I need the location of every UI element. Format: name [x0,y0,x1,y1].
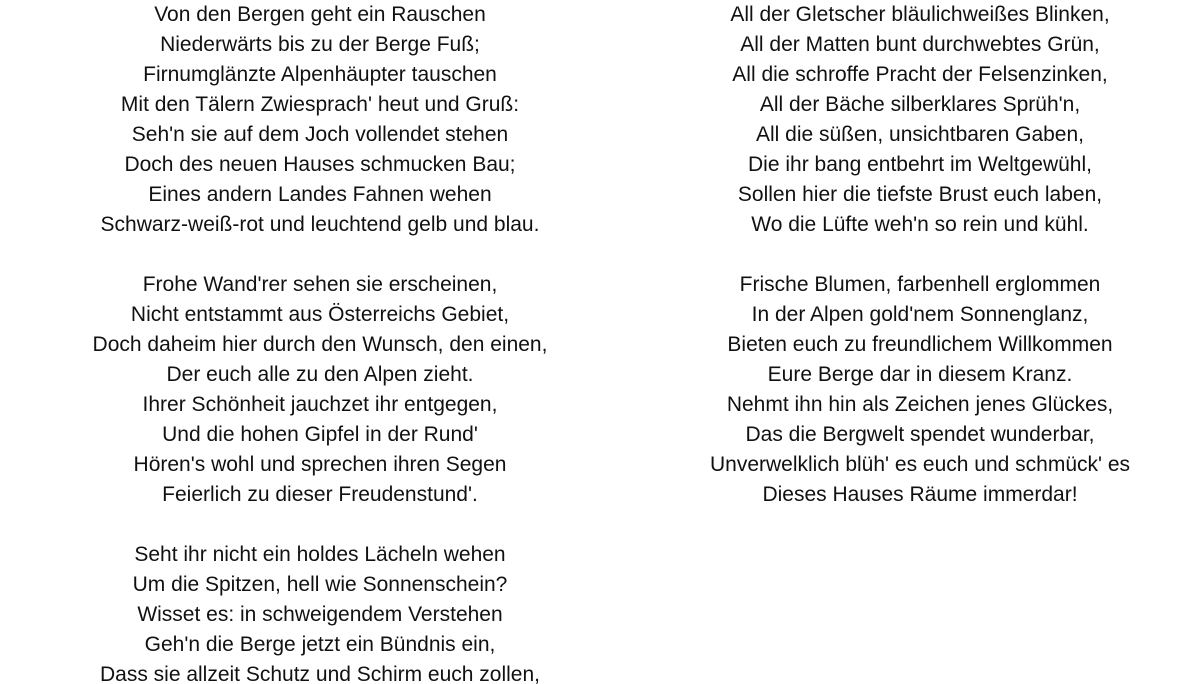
verse-line: In der Alpen gold'nem Sonnenglanz, [751,303,1089,326]
poem-column-right [640,0,1200,510]
verse-line: Seh'n sie auf dem Joch vollendet stehen [131,123,509,146]
verse-line: Feierlich zu dieser Freudenstund'. [162,483,478,506]
verse-line: Mit den Tälern Zwiesprach' heut und Gruß: [120,93,520,116]
verse-line: Schwarz-weiß-rot und leuchtend gelb und blau. [100,213,540,236]
verse-line: Der euch alle zu den Alpen zieht. [166,363,474,386]
verse-line: Geh'n die Berge jetzt ein Bündnis ein, [144,633,496,656]
verse-line: Wo die Lüfte weh'n so rein und kühl. [751,213,1089,236]
verse-line: Hören's wohl und sprechen ihren Segen [133,453,507,476]
verse-line: Die ihr bang entbehrt im Weltgewühl, [748,153,1092,176]
verse-line: Und die hohen Gipfel in der Rund' [162,423,478,446]
verse-line: All die schroffe Pracht der Felsenzinken, [732,63,1108,86]
verse-line: Nicht entstammt aus Österreichs Gebiet, [130,303,510,326]
verse-line: All der Matten bunt durchwebtes Grün, [740,33,1100,56]
verse-line: Unverwelklich blüh' es euch und schmück' es [709,453,1131,476]
verse-line: Frohe Wand'rer sehen sie erscheinen, [142,273,498,296]
verse-line: All der Bäche silberklares Sprüh'n, [759,93,1081,116]
verse-line: Firnumglänzte Alpenhäupter tauschen [143,63,497,86]
stanza [640,270,1200,510]
verse-line: All der Gletscher bläulichweißes Blinken, [730,3,1110,26]
stanza [40,0,600,240]
verse-line: Nehmt ihn hin als Zeichen jenes Glückes, [726,393,1114,416]
verse-line: Wisset es: in schweigendem Verstehen [137,603,503,626]
stanza [40,540,600,684]
poem-column-left [40,0,600,684]
verse-line: Sollen hier die tiefste Brust euch laben, [737,183,1103,206]
verse-line: Niederwärts bis zu der Berge Fuß; [160,33,480,56]
verse-line: Doch daheim hier durch den Wunsch, den einen, [92,333,548,356]
verse-line: Dieses Hauses Räume immerdar! [762,483,1078,506]
verse-line: Dass sie allzeit Schutz und Schirm euch zollen, [99,663,541,684]
verse-line: All die süßen, unsichtbaren Gaben, [755,123,1085,146]
stanza [40,270,600,510]
verse-line: Eure Berge dar in diesem Kranz. [767,363,1073,386]
verse-line: Das die Bergwelt spendet wunderbar, [745,423,1095,446]
verse-line: Doch des neuen Hauses schmucken Bau; [124,153,516,176]
verse-line: Eines andern Landes Fahnen wehen [148,183,492,206]
verse-line: Um die Spitzen, hell wie Sonnenschein? [132,573,508,596]
stanza [640,0,1200,240]
verse-line: Ihrer Schönheit jauchzet ihr entgegen, [142,393,498,416]
verse-line: Frische Blumen, farbenhell erglommen [739,273,1101,296]
verse-line: Von den Bergen geht ein Rauschen [154,3,486,26]
verse-line: Seht ihr nicht ein holdes Lächeln wehen [134,543,506,566]
verse-line: Bieten euch zu freundlichem Willkommen [727,333,1113,356]
